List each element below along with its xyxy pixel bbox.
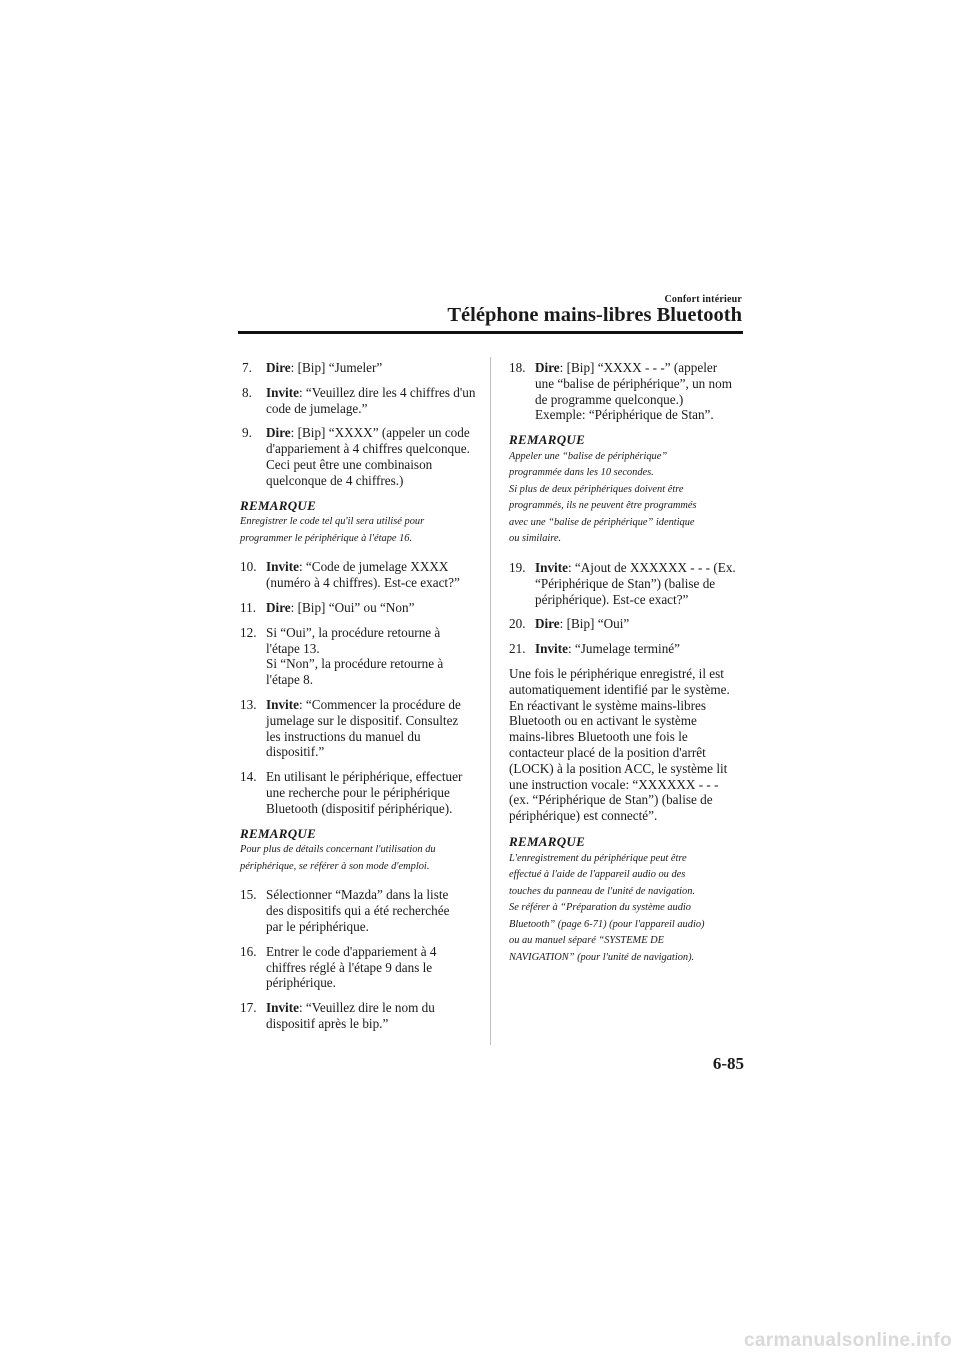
steps-group [240,360,478,489]
page-title: Téléphone mains-libres Bluetooth [447,304,742,326]
page-number: 6-85 [712,1054,744,1073]
step-label: Dire [535,616,560,632]
step-text: : “Veuillez dire le nom du dispositif après le bip.” [266,1000,435,1031]
body-paragraph: Une fois le périphérique enregistré, il est automatiquement identifié par le système. En réactivant le système mains-libres Bluetooth ou en activant le système mains-libres Bluetooth une fois le contacteur placé de la position d'arrêt (LOCK) à la position ACC, le système lit une instruction vocale: “XXXXXX - - - (ex. “Périphérique de Stan”) (balise de périphérique) est connecté”. [509,665,730,824]
note-heading: REMARQUE [509,833,586,849]
step-item [240,385,478,417]
step-number: 11. [240,599,256,615]
step-label: Dire [535,360,560,375]
note-heading: REMARQUE [509,432,586,448]
step-text-wrap [266,625,443,687]
step-number: 18. [509,360,526,375]
step-text: : [Bip] “Oui” ou “Non” [290,599,415,615]
step-text-wrap [266,1000,435,1031]
step-text: En utilisant le périphérique, effectuer une recherche pour le périphérique Bluetooth (dispositif périphérique). [266,769,463,816]
step-item [509,560,745,607]
step-item [240,769,478,816]
step-text: : [Bip] “Oui” [559,616,630,632]
note-heading: REMARQUE [240,497,317,513]
step-text-wrap [266,887,449,934]
step-number: 19. [509,559,526,575]
steps-group [240,559,478,816]
step-label: Dire [266,425,291,441]
right-column [509,360,745,978]
section-label: Confort intérieur [664,294,742,305]
step-item [240,559,478,591]
step-number: 8. [242,384,252,400]
step-text-wrap [535,641,680,656]
step-text: : “Commencer la procédure de jumelage sur le dispositif. Consultez les instructions du manuel du dispositif.” [266,696,461,760]
step-label: Dire [266,360,291,375]
step-number: 10. [240,559,257,575]
step-item [240,1000,478,1032]
step-item [240,944,478,991]
note-body: L'enregistrement du périphérique peut être effectué à l'aide de l'appareil audio ou des touches du panneau de l'unité de navigation. Se référer à “Préparation du système audio Bluetooth” (page 6-71) (pour l'appareil audio) ou au manuel séparé “SYSTEME DE NAVIGATION” (pour l'unité de navigation). [509,852,705,963]
step-text-wrap [535,560,736,607]
note-body: Enregistrer le code tel qu'il sera utilisé pour programmer le périphérique à l'étape 16. [240,516,425,544]
step-label: Invite [266,384,299,400]
step-text-wrap [266,944,436,991]
left-column [240,360,478,1041]
step-label: Invite [266,1000,299,1016]
step-text-wrap [535,616,629,631]
step-number: 12. [240,624,257,640]
step-text-wrap [266,559,460,590]
step-text-wrap [266,385,475,416]
step-item [240,425,478,488]
step-number: 16. [240,943,257,959]
step-text-wrap [266,769,462,816]
step-number: 15. [240,887,257,903]
step-number: 7. [242,360,252,375]
step-text-wrap [266,600,414,615]
step-number: 13. [240,696,257,712]
step-item [509,641,745,657]
step-text: Sélectionner “Mazda” dans la liste des dispositifs qui a été recherchée par le périphérique. [266,887,450,934]
step-number: 9. [242,425,252,441]
step-text-wrap [266,425,470,487]
step-text: : [Bip] “Jumeler” [290,360,383,375]
step-item [240,697,478,760]
note-body: Pour plus de détails concernant l'utilisation du périphérique, se référer à son mode d'emploi. [240,844,436,872]
step-text: : “Veuillez dire les 4 chiffres d'un code de jumelage.” [266,384,476,416]
header-rule [238,331,743,334]
step-item [509,360,745,423]
step-text: : [Bip] “XXXX - - -” (appeler une “balise de périphérique”, un nom de programme quelconque.) Exemple: “Périphérique de Stan”. [535,360,733,423]
step-text-wrap [535,360,732,422]
steps-group [509,560,745,657]
step-item [240,625,478,688]
step-number: 21. [509,641,526,657]
step-text-wrap [266,360,382,375]
step-text: Entrer le code d'appariement à 4 chiffres réglé à l'étape 9 dans le périphérique. [266,943,437,991]
step-text: Si “Oui”, la procédure retourne à l'étape 13. Si “Non”, la procédure retourne à l'étape 8. [266,624,444,688]
step-item [240,360,478,376]
step-label: Invite [535,641,568,657]
step-label: Invite [535,559,568,575]
step-label: Invite [266,696,299,712]
steps-group [509,360,745,423]
column-divider [490,357,491,1045]
step-text: : “Jumelage terminé” [567,641,681,657]
note-body: Appeler une “balise de périphérique” programmée dans les 10 secondes. Si plus de deux périphériques doivent être programmés, ils ne peuvent être programmés avec une “balise de périphérique” identique ou similaire. [509,450,697,545]
step-text-wrap [266,697,461,759]
step-text: : “Ajout de XXXXXX - - - (Ex. “Périphérique de Stan”) (balise de périphérique). Est-ce exact?” [535,559,736,607]
step-number: 14. [240,769,257,785]
step-label: Invite [266,559,299,575]
steps-group [240,887,478,1031]
step-label: Dire [266,599,291,615]
step-item [240,600,478,616]
step-number: 17. [240,1000,257,1016]
watermark: carmanualsonline.info [744,1330,952,1351]
step-item [240,887,478,934]
step-number: 20. [509,616,526,632]
note-heading: REMARQUE [240,825,317,841]
step-text: : [Bip] “XXXX” (appeler un code d'appariement à 4 chiffres quelconque. Ceci peut être une combinaison quelconque de 4 chiffres.) [266,425,470,488]
step-text: : “Code de jumelage XXXX (numéro à 4 chiffres). Est-ce exact?” [266,559,460,591]
step-item [509,616,745,632]
